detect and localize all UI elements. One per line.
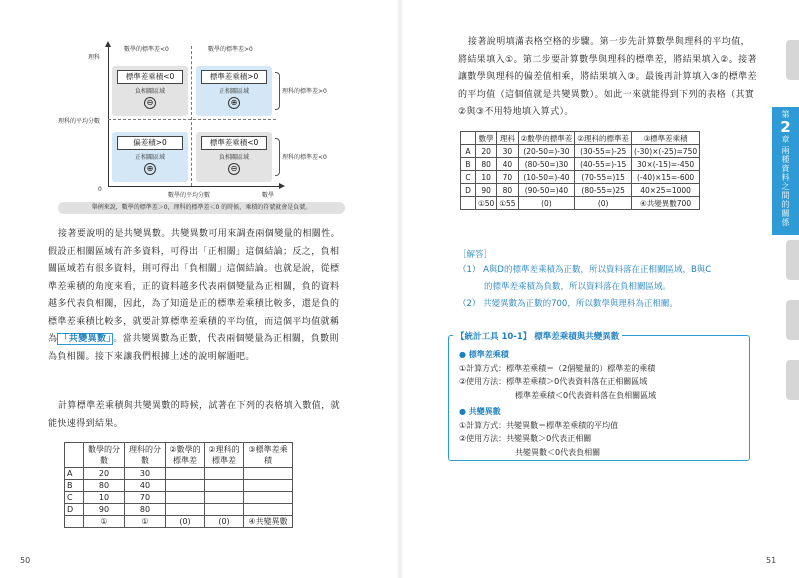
table-header: 數學 [476,132,497,145]
toolbox-title: 【統計工具 10-1】 標準差乘積與共變異數 [453,330,622,342]
table-cell: 30 [125,468,166,480]
quadrant-sub: 正相關區域 [134,154,165,161]
left-paragraph-1 [48,226,344,366]
table-row [461,197,700,210]
y-axis-label: 理科 [88,54,101,61]
table-cell: 20 [84,468,125,480]
table-header: ②數學的標準差 [518,132,575,145]
right-paragraph-1 [458,34,758,122]
table-header-row [461,132,700,145]
chapter-tab [772,107,799,235]
y-axis [108,46,109,186]
top-label-left: 數學的標準差<0 [124,46,169,53]
chapter-prefix: 第 [781,110,790,119]
page-number-left: 50 [20,556,31,565]
quadrant-sub: 正相關區域 [218,88,249,95]
table-cell: (0) [166,516,205,528]
table-cell: 10 [476,171,497,184]
table-cell: ④共變異數700 [632,197,700,210]
table-row [65,504,293,516]
table-row [461,171,700,184]
table-cell: ①50 [476,197,497,210]
table-header: 理科 [497,132,518,145]
x-mean-label: 數學的平均分數 [168,192,211,199]
table-cell [205,480,244,492]
chapter-title: 兩種資料之間的關係 [781,146,790,227]
table-cell: 10 [84,492,125,504]
side-tab [786,40,799,80]
x-mean-line [191,46,192,186]
table-header: ②數學的標準差 [166,443,205,468]
toolbox-line: 共變異數＜0代表負相關 [515,447,601,457]
minus-circle-icon: ⊖ [228,163,240,175]
table-header: 理科的分數 [125,443,166,468]
toolbox-line: 標準差乘積＜0代表資料落在負相關區域 [515,390,657,400]
brace-bottom [275,138,280,176]
plus-circle-icon: ⊕ [228,97,240,109]
table-cell: C [461,171,476,184]
table-cell: (80-50=)30 [518,158,575,171]
table-cell: 70 [497,171,518,184]
table-header: 數學的分數 [84,443,125,468]
table-row [461,184,700,197]
toolbox-line: ②使用方法：共變異數＞0代表正相關 [459,434,592,443]
right-label-top: 理科的標準差>0 [282,88,327,95]
toolbox-line: ①計算方式：標準差乘積＝（2個變量的）標準差的乘積 [459,363,656,373]
quadrant-sub: 負相關區域 [218,154,249,161]
quadrant-box: 偏差積>0 [117,136,183,150]
table-cell: (30-55=)-25 [575,145,632,158]
quadrant-box: 標準差乘積<0 [117,70,183,84]
covariance-highlight: 「共變異數」 [59,334,112,344]
table-cell: ④共變異數 [244,516,293,528]
table-cell: 30×(-15)=-450 [632,158,700,171]
quadrant-top-right [196,66,272,116]
plus-circle-icon: ⊕ [144,163,156,175]
table-header [65,443,84,468]
left-paragraph-2 [48,398,344,433]
table-cell: 20 [476,145,497,158]
table-row [461,158,700,171]
y-mean-label: 理科的平均分數 [58,118,101,125]
toolbox-section-head: ● 共變異數 [459,407,501,416]
table-cell: 90 [84,504,125,516]
table-cell: (0) [575,197,632,210]
top-label-right: 數學的標準差>0 [208,46,253,53]
quadrant-bottom-right [196,132,272,182]
side-tab [786,360,799,400]
table-cell: (10-50=)-40 [518,171,575,184]
chapter-number: 2 [780,118,791,136]
table-cell [461,197,476,210]
table-cell: (0) [205,516,244,528]
table-cell: (-30)×(-25)=750 [632,145,700,158]
table-cell [244,504,293,516]
answer-block [458,262,758,313]
table-cell: 80 [84,480,125,492]
left-table [64,442,293,528]
table-cell: (-40)×15=-600 [632,171,700,184]
table-header: ②理科的標準差 [205,443,244,468]
table-cell: B [65,480,84,492]
table-cell [166,492,205,504]
table-cell: D [65,504,84,516]
quadrant-box: 標準差乘積>0 [201,70,267,84]
table-cell: (70-55=)15 [575,171,632,184]
table-cell: 30 [497,145,518,158]
table-cell [205,492,244,504]
para-text: 。當共變異數為正數，代表兩個變量為正相關，負數則為負相關。接下來讓我們根據上述的說明解題吧。 [48,334,339,362]
table-cell: 40×25=1000 [632,184,700,197]
brace-top [275,72,280,110]
table-cell: A [65,468,84,480]
table-cell: A [461,145,476,158]
table-cell: 80 [476,158,497,171]
table-cell: B [461,158,476,171]
table-cell [166,468,205,480]
table-cell [205,504,244,516]
x-axis-label: 數學 [262,192,275,199]
table-row [65,480,293,492]
table-row [65,468,293,480]
table-row [65,492,293,504]
book-gutter [396,0,404,578]
para-text: 計算標準差乘積與共變異數的時候，試著在下列的表格填入數值，就能快速得到結果。 [48,401,341,429]
table-header: ②理科的標準差 [575,132,632,145]
table-cell: (40-55=)-15 [575,158,632,171]
answer-title: ［解答］ [458,250,493,260]
table-cell: 70 [125,492,166,504]
table-cell: (90-50=)40 [518,184,575,197]
toolbox-line: ②使用方法：標準差乘積＞0代表資料落在正相關區域 [459,377,648,386]
toolbox-section-head: ● 標準差乘積 [459,350,509,359]
table-header [461,132,476,145]
table-row [461,145,700,158]
para-text: 接著說明填滿表格空格的步驟。第一步先計算數學與理科的平均值，將結果填入①。第二步要計算數學與理科的標準差，將結果填入②。接著讓數學與理科的偏差值相乘，將結果填入③。最後再計算填入③的標準差的平均值（這個值就是共變異數）。如此一來就能得到下列的表格（其實②與③不用特地填入算式）。 [458,37,757,117]
table-cell: (20-50=)-30 [518,145,575,158]
y-mean-line [108,119,276,120]
side-tab [786,300,799,340]
quadrant-sub: 負相關區域 [134,88,165,95]
table-cell: 40 [125,480,166,492]
table-cell [244,480,293,492]
table-cell: 80 [125,504,166,516]
table-cell: ①55 [497,197,518,210]
table-cell [166,504,205,516]
table-cell: ① [84,516,125,528]
x-axis [108,186,280,187]
table-cell [244,492,293,504]
quadrant-top-left [112,66,188,116]
x-origin-label: 0 [98,186,102,193]
right-table [460,131,700,210]
table-header: ③標準差乘積 [632,132,700,145]
table-cell: D [461,184,476,197]
table-cell: C [65,492,84,504]
right-label-bottom: 理科的標準差<0 [282,154,327,161]
table-cell [205,468,244,480]
para-text: 接著要說明的是共變異數。共變異數可用來調查兩個變量的相關性。假設正相關區域有許多資料，可得出「正相關」這個結論；反之，負相關區域若有很多資料，則可得出「負相關」這個結論。也就是說，從標準差乘積的角度來看，正的資料越多代表兩個變量為正相關，負的資料越多代表負相關，因此，為了知道是正的標準差乘積比較多，還是負的標準差乘積比較多，就要計算標準差乘積的平均值，而這個平均值就稱為 [48,229,341,344]
answer-line: 的標準差乘積為負數，所以資料落在負相關區域。 [484,282,672,292]
table-cell [166,480,205,492]
answer-line: （2） 共變異數為正數的700，所以數學與理科為正相關。 [458,299,678,309]
table-cell: 40 [497,158,518,171]
table-cell [65,516,84,528]
statistics-tool-box [448,332,750,461]
table-cell: 80 [497,184,518,197]
side-tab [786,240,799,280]
table-cell: ① [125,516,166,528]
chapter-unit: 章 [781,135,790,144]
table-row [65,516,293,528]
answer-line: （1） A與D的標準差乘積為正數，所以資料落在正相關區域，B與C [458,265,712,275]
page-number-right: 51 [766,556,777,565]
toolbox-line: ①計算方式：共變異數＝標準差乘積的平均值 [459,420,619,430]
table-header: ③標準差乘積 [244,443,293,468]
quadrant-box: 標準差乘積<0 [201,136,267,150]
table-cell: (0) [518,197,575,210]
table-cell: 90 [476,184,497,197]
minus-circle-icon: ⊖ [144,97,156,109]
table-cell [244,468,293,480]
diagram-note: 舉例來說，數學的標準差＞0，理科的標準差＜0 的時候，乘積的符號就會是負號。 [58,202,345,214]
table-cell: (80-55=)25 [575,184,632,197]
toolbox-body [459,348,656,459]
quadrant-bottom-left [112,132,188,182]
table-header-row [65,443,293,468]
